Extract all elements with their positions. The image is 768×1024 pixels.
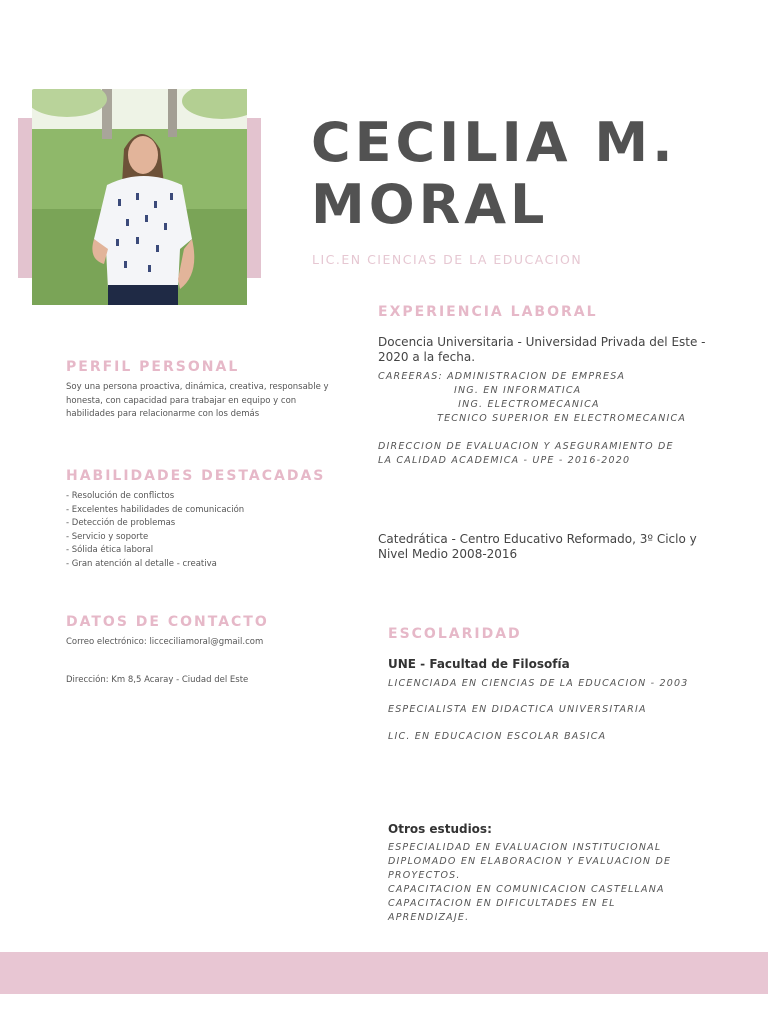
list-item: PROYECTOS. [388,870,461,881]
list-item: CAPACITACION EN DIFICULTADES EN EL [388,898,616,909]
profile-photo [32,89,247,305]
career-line: CAREERAS: ADMINISTRACION DE EMPRESA [378,371,626,382]
job-2-title: Catedrática - Centro Educativo Reformado, 3º Ciclo y Nivel Medio 2008-2016 [378,532,697,561]
career-line: ING. ELECTROMECANICA [378,399,600,410]
footer-band [0,952,768,994]
list-item: - Excelentes habilidades de comunicación [66,504,245,515]
habilidades-list [66,490,331,571]
list-item: CAPACITACION EN COMUNICACION CASTELLANA [388,884,665,895]
job-1-title: Docencia Universitaria - Universidad Privada del Este - 2020 a la fecha. [378,335,706,364]
list-item: - Sólida ética laboral [66,545,154,555]
habilidades-heading: HABILIDADES DESTACADAS [66,468,326,484]
contact-address: Dirección: Km 8,5 Acaray - Ciudad del Este [66,675,249,685]
list-item: - Gran atención al detalle - creativa [66,558,217,569]
education-institution: UNE - Facultad de Filosofía [388,657,570,671]
name-line-1: CECILIA M. [311,111,677,174]
department-line: DIRECCION DE EVALUACION Y ASEGURAMIENTO DE [378,441,674,452]
photo-frame-accent-right [247,118,261,278]
list-item: APRENDIZAJE. [388,912,470,923]
contact-email: Correo electrónico: licceciliamoral@gmail.com [66,637,264,647]
profession-title: LIC.EN CIENCIAS DE LA EDUCACION [312,252,583,267]
degree-item: LIC. EN EDUCACION ESCOLAR BASICA [388,731,607,742]
perfil-heading: PERFIL PERSONAL [66,359,240,375]
job-1-careers [378,370,686,426]
perfil-text: Soy una persona proactiva, dinámica, creativa, responsable y honesta, con capacidad para trabajar en equipo y con habilidades para relacionarme con los demás [66,382,329,419]
career-line: TECNICO SUPERIOR EN ELECTROMECANICA [378,413,687,424]
list-item: - Servicio y soporte [66,531,149,542]
candidate-name [311,112,751,236]
list-item: DIPLOMADO EN ELABORACION Y EVALUACION DE [388,856,672,867]
degree-item: ESPECIALISTA EN DIDACTICA UNIVERSITARIA [388,704,647,715]
career-line: ING. EN INFORMATICA [378,385,582,396]
escolaridad-heading: ESCOLARIDAD [388,626,522,642]
department-line: LA CALIDAD ACADEMICA - UPE - 2016-2020 [378,455,631,466]
degree-item: LICENCIADA EN CIENCIAS DE LA EDUCACION - 2003 [388,678,689,689]
list-item: - Resolución de conflictos [66,491,175,501]
list-item: - Detección de problemas [66,518,176,528]
otros-estudios-list [388,841,671,925]
experiencia-heading: EXPERIENCIA LABORAL [378,304,598,320]
job-1-department [378,440,674,468]
contacto-heading: DATOS DE CONTACTO [66,614,269,630]
list-item: ESPECIALIDAD EN EVALUACION INSTITUCIONAL [388,842,662,853]
photo-frame-accent-left [18,118,32,278]
name-line-2: MORAL [311,173,549,236]
otros-estudios-heading: Otros estudios: [388,822,492,836]
